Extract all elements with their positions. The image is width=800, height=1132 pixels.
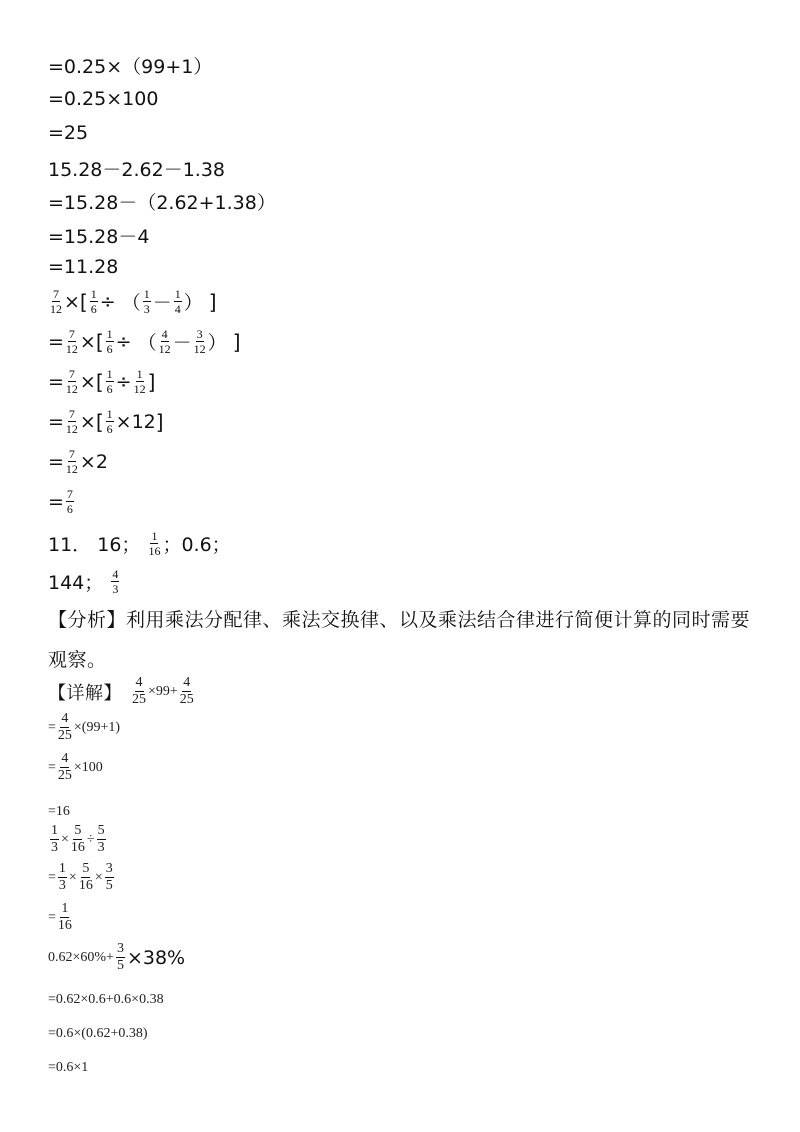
fraction: $\frac{4}{3}$ xyxy=(112,567,119,596)
fraction: $\frac{3}{12}$ xyxy=(193,327,206,356)
fraction: $\frac{4}{12}$ xyxy=(158,327,171,356)
detail-line-2: = $\frac{4}{25}$ ×(99+1) xyxy=(48,711,121,743)
fraction: $\frac{5}{16}$ xyxy=(70,823,85,855)
solution-c-line-6: = $\frac{7}{6}$ xyxy=(48,487,73,516)
detail-line-10: =0.6×(0.62+0.38) xyxy=(48,1026,148,1041)
fraction: $\frac{1}{6}$ xyxy=(106,327,113,356)
fraction: $\frac{7}{12}$ xyxy=(65,447,78,476)
solution-b-line-3: =15.28－4 xyxy=(48,226,150,248)
solution-a-line-3: =25 xyxy=(48,122,89,144)
solution-b-line-1: 15.28－2.62－1.38 xyxy=(48,159,226,181)
fraction: $\frac{1}{3}$ xyxy=(143,287,150,316)
solution-c-line-5: = $\frac{7}{12}$ ×2 xyxy=(48,447,108,476)
fraction: $\frac{1}{6}$ xyxy=(90,287,97,316)
solution-b-line-4: =11.28 xyxy=(48,256,119,278)
fraction: $\frac{4}{25}$ xyxy=(179,675,194,707)
solution-c-line-2: = $\frac{7}{12}$ × [ $\frac{1}{6}$ ÷ （ $\frac{4}{12}$ － $\frac{3}{12}$ ） ] xyxy=(48,327,241,356)
solution-c-line-4: = $\frac{7}{12}$ × [ $\frac{1}{6}$ ×12 ] xyxy=(48,407,164,436)
fraction: $\frac{7}{12}$ xyxy=(50,287,62,316)
q11-number: 11． xyxy=(48,534,92,556)
detail-line-6: = $\frac{1}{3}$ × $\frac{5}{16}$ × $\frac{3}{5}$ xyxy=(48,861,113,893)
detail-line-11: =0.6×1 xyxy=(48,1060,89,1075)
fraction: $\frac{7}{12}$ xyxy=(65,367,78,396)
fraction: $\frac{1}{3}$ xyxy=(51,823,58,855)
fraction: $\frac{1}{16}$ xyxy=(57,901,72,933)
fraction: $\frac{7}{12}$ xyxy=(65,327,78,356)
fraction: $\frac{1}{12}$ xyxy=(133,367,146,396)
detail-line-8: 0.62×60%+ $\frac{3}{5}$ ×38% xyxy=(48,941,186,973)
fraction: $\frac{1}{16}$ xyxy=(148,529,161,558)
detail-line-1: 【详解】 $\frac{4}{25}$ ×99+ $\frac{4}{25}$ xyxy=(48,675,194,707)
detail-line-7: = $\frac{1}{16}$ xyxy=(48,901,72,933)
solution-b-line-2: =15.28－（2.62+1.38） xyxy=(48,192,276,214)
detail-line-3: = $\frac{4}{25}$ ×100 xyxy=(48,751,103,783)
solution-c-line-3: = $\frac{7}{12}$ × [ $\frac{1}{6}$ ÷ $\frac{1}{12}$ ] xyxy=(48,367,156,396)
solution-a-line-2: =0.25×100 xyxy=(48,88,159,110)
fraction: $\frac{1}{6}$ xyxy=(106,407,113,436)
fraction: $\frac{4}{25}$ xyxy=(57,751,72,783)
detail-line-9: =0.62×0.6+0.6×0.38 xyxy=(48,992,164,1007)
detail-label: 【详解】 xyxy=(48,682,122,704)
fraction: $\frac{1}{4}$ xyxy=(174,287,181,316)
fraction: $\frac{5}{16}$ xyxy=(78,861,93,893)
fraction: $\frac{3}{5}$ xyxy=(116,941,124,973)
fraction: $\frac{7}{12}$ xyxy=(65,407,78,436)
fraction: $\frac{1}{6}$ xyxy=(106,367,113,396)
solution-c-line-1: $\frac{7}{12}$ × [ $\frac{1}{6}$ ÷ （ $\frac{1}{3}$ － $\frac{1}{4}$ ） ] xyxy=(50,287,217,316)
fraction: $\frac{7}{6}$ xyxy=(66,487,73,516)
fraction: $\frac{4}{25}$ xyxy=(132,675,146,707)
analysis-paragraph: 【分析】利用乘法分配律、乘法交换律、以及乘法结合律进行简便计算的同时需要观察。 xyxy=(48,609,751,671)
q11-answer-line-1: 11． 16； $\frac{1}{16}$ ；0.6； xyxy=(48,529,231,558)
fraction: $\frac{4}{25}$ xyxy=(57,711,72,743)
fraction: $\frac{3}{5}$ xyxy=(105,861,113,893)
detail-line-4: =16 xyxy=(48,804,70,819)
fraction: $\frac{5}{3}$ xyxy=(97,823,105,855)
q11-answer-line-2: 144； $\frac{4}{3}$ xyxy=(48,567,119,596)
fraction: $\frac{1}{3}$ xyxy=(58,861,66,893)
solution-a-line-1: =0.25×（99+1） xyxy=(48,56,213,78)
detail-line-5: $\frac{1}{3}$ × $\frac{5}{16}$ ÷ $\frac{5}{3}$ xyxy=(51,823,105,855)
